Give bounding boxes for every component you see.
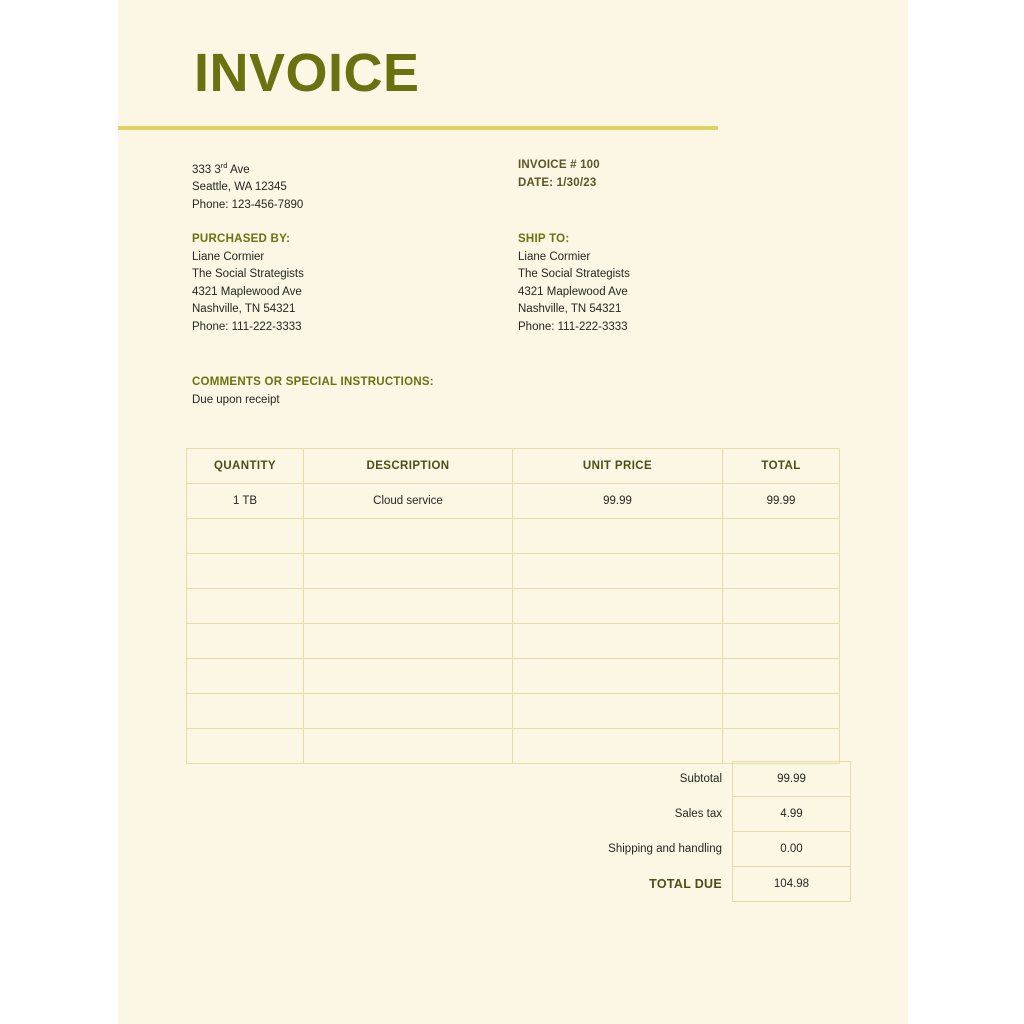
cell-unit-price	[513, 519, 723, 554]
total-due-label: TOTAL DUE	[649, 877, 722, 891]
sales-tax-row	[186, 797, 851, 832]
purchased-by-phone: Phone: 111-222-3333	[192, 320, 302, 333]
sender-city-state-zip: Seattle, WA 12345	[192, 181, 287, 194]
cell-description	[304, 694, 513, 729]
purchased-by-city-state-zip: Nashville, TN 54321	[192, 303, 296, 316]
cell-total	[723, 519, 840, 554]
cell-description	[304, 589, 513, 624]
sales-tax-value: 4.99	[733, 797, 851, 832]
comments-text: Due upon receipt	[192, 393, 280, 406]
totals-table	[186, 761, 851, 902]
cell-total: 99.99	[723, 484, 840, 519]
cell-total	[723, 624, 840, 659]
cell-description	[304, 554, 513, 589]
cell-unit-price	[513, 694, 723, 729]
shipping-label: Shipping and handling	[608, 843, 722, 855]
purchased-by-heading: PURCHASED BY:	[192, 233, 291, 245]
subtotal-value: 99.99	[733, 762, 851, 797]
cell-quantity	[187, 659, 304, 694]
sender-street-post: Ave	[227, 163, 250, 176]
table-row	[187, 484, 840, 519]
table-row	[187, 659, 840, 694]
ship-to-street: 4321 Maplewood Ave	[518, 285, 628, 298]
table-row	[187, 554, 840, 589]
ship-to-company: The Social Strategists	[518, 268, 630, 281]
purchased-by-street: 4321 Maplewood Ave	[192, 285, 302, 298]
cell-description	[304, 729, 513, 764]
subtotal-label: Subtotal	[679, 773, 722, 785]
column-header-total: TOTAL	[723, 449, 840, 484]
table-row	[187, 624, 840, 659]
cell-quantity	[187, 519, 304, 554]
cell-total	[723, 554, 840, 589]
purchased-by-block	[192, 231, 304, 337]
cell-quantity	[187, 729, 304, 764]
total-due-value: 104.98	[733, 867, 851, 902]
cell-quantity	[187, 624, 304, 659]
table-row	[187, 694, 840, 729]
invoice-page	[118, 0, 908, 1024]
table-header-row	[187, 449, 840, 484]
cell-description	[304, 519, 513, 554]
cell-description	[304, 659, 513, 694]
title-divider	[118, 126, 718, 130]
column-header-unit-price: UNIT PRICE	[513, 449, 723, 484]
cell-quantity	[187, 694, 304, 729]
cell-unit-price	[513, 624, 723, 659]
comments-block	[192, 374, 434, 409]
sender-street-pre: 333 3	[192, 163, 221, 176]
invoice-number: INVOICE # 100	[518, 159, 600, 171]
page-title: INVOICE	[194, 43, 420, 103]
cell-unit-price: 99.99	[513, 484, 723, 519]
cell-total	[723, 589, 840, 624]
line-items-table	[186, 448, 840, 764]
shipping-row	[186, 832, 851, 867]
subtotal-row	[186, 762, 851, 797]
ship-to-block	[518, 231, 630, 337]
ship-to-name: Liane Cormier	[518, 250, 591, 263]
cell-total	[723, 659, 840, 694]
cell-quantity	[187, 554, 304, 589]
cell-unit-price	[513, 589, 723, 624]
sender-street	[192, 157, 303, 179]
cell-unit-price	[513, 659, 723, 694]
cell-unit-price	[513, 554, 723, 589]
cell-quantity: 1 TB	[187, 484, 304, 519]
total-due-row	[186, 867, 851, 902]
sender-street-ordinal: rd	[220, 161, 228, 170]
cell-description: Cloud service	[304, 484, 513, 519]
table-row	[187, 589, 840, 624]
invoice-meta-block	[518, 157, 600, 192]
cell-total	[723, 729, 840, 764]
cell-total	[723, 694, 840, 729]
purchased-by-name: Liane Cormier	[192, 250, 265, 263]
table-row	[187, 519, 840, 554]
ship-to-city-state-zip: Nashville, TN 54321	[518, 303, 622, 316]
column-header-quantity: QUANTITY	[187, 449, 304, 484]
invoice-date: DATE: 1/30/23	[518, 176, 597, 189]
table-row	[187, 729, 840, 764]
shipping-value: 0.00	[733, 832, 851, 867]
cell-description	[304, 624, 513, 659]
purchased-by-company: The Social Strategists	[192, 268, 304, 281]
comments-heading: COMMENTS OR SPECIAL INSTRUCTIONS:	[192, 376, 434, 388]
sender-phone: Phone: 123-456-7890	[192, 199, 304, 212]
sales-tax-label: Sales tax	[674, 808, 722, 820]
ship-to-heading: SHIP TO:	[518, 233, 570, 245]
cell-unit-price	[513, 729, 723, 764]
column-header-description: DESCRIPTION	[304, 449, 513, 484]
ship-to-phone: Phone: 111-222-3333	[518, 320, 628, 333]
cell-quantity	[187, 589, 304, 624]
sender-address-block	[192, 157, 303, 215]
